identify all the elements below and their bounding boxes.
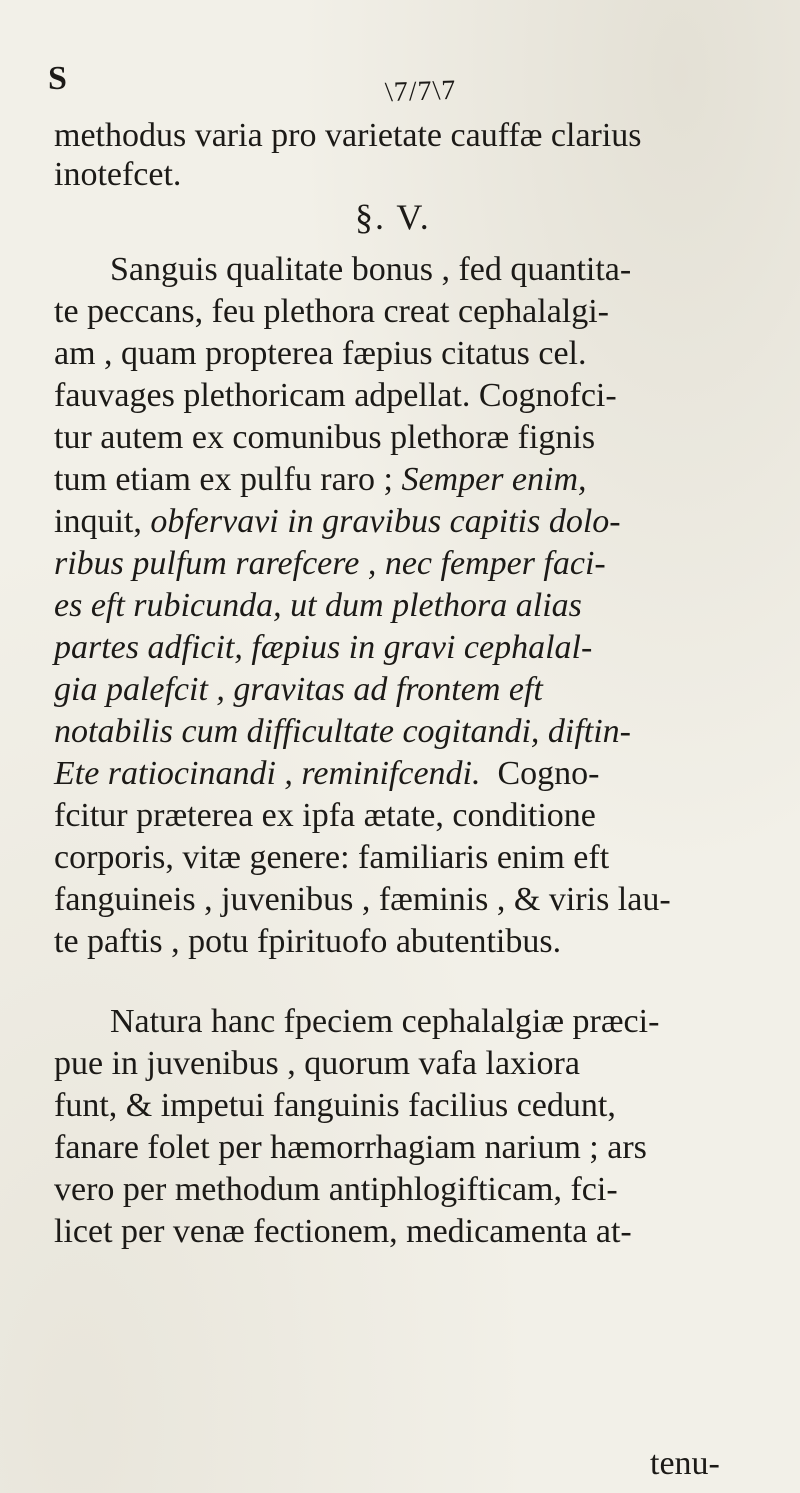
para2-line-5: vero per methodum antiphlogifticam, fci- [54, 1171, 618, 1208]
para1-line-14: fcitur præterea ex ipfa ætate, conditione [54, 797, 596, 834]
para1-line-9: es eft rubicunda, ut dum plethora alias [54, 587, 582, 624]
para2-line-6: licet per venæ fectionem, medicamenta at- [54, 1213, 632, 1250]
para1-line-10: partes adficit, fæpius in gravi cephalal- [54, 629, 593, 666]
para1-line-12: notabilis cum difficultate cogitandi, diftin- [54, 713, 632, 750]
para1-line-7 [54, 502, 621, 542]
para1-line-3: am , quam propterea fæpius citatus cel. [54, 335, 587, 372]
para1-obfervavi: obfervavi in gravibus capitis dolo- [150, 503, 621, 540]
para1-line-6 [54, 460, 587, 500]
signature-mark: S [48, 60, 67, 97]
para1-line-16: fanguineis , juvenibus , fæminis , & viris lau- [54, 881, 671, 918]
para1-line-13-text: Ete ratiocinandi , reminifcendi. [54, 755, 481, 792]
para2-line-3: funt, & impetui fanguinis facilius cedunt, [54, 1087, 616, 1124]
header-mark: \7/7\7 [384, 74, 457, 109]
para1-line-11: gia palefcit , gravitas ad frontem eft [54, 671, 543, 708]
para1-line-2: te peccans, feu plethora creat cephalalgi- [54, 293, 610, 330]
intro-line-2: inotefcet. [54, 156, 182, 193]
para1-line-6-text: tum etiam ex pulfu raro ; [54, 461, 402, 498]
para1-cogno: Cogno- [497, 755, 600, 792]
para2-line-1: Natura hanc fpeciem cephalalgiæ præci- [110, 1003, 660, 1040]
para1-line-15: corporis, vitæ genere: familiaris enim eft [54, 839, 610, 876]
para1-line-17: te paftis , potu fpirituofo abutentibus. [54, 923, 562, 960]
para2-line-2: pue in juvenibus , quorum vafa laxiora [54, 1045, 580, 1082]
para1-line-4: fauvages plethoricam adpellat. Cognofci- [54, 377, 617, 414]
para1-line-5: tur autem ex comunibus plethoræ fignis [54, 419, 596, 456]
para1-semper-enim: Semper enim, [401, 461, 587, 498]
catchword: tenu- [650, 1445, 720, 1482]
para2-line-4: fanare folet per hæmorrhagiam narium ; ars [54, 1129, 647, 1166]
section-heading: §. V. [355, 197, 431, 237]
para1-line-13 [54, 754, 600, 794]
para1-line-7-text: inquit, [54, 503, 151, 540]
para1-line-1: Sanguis qualitate bonus , fed quantita- [110, 251, 632, 288]
intro-line-1: methodus varia pro varietate cauffæ clarius [54, 117, 642, 154]
para1-line-8: ribus pulfum rarefcere , nec femper faci- [54, 545, 606, 582]
